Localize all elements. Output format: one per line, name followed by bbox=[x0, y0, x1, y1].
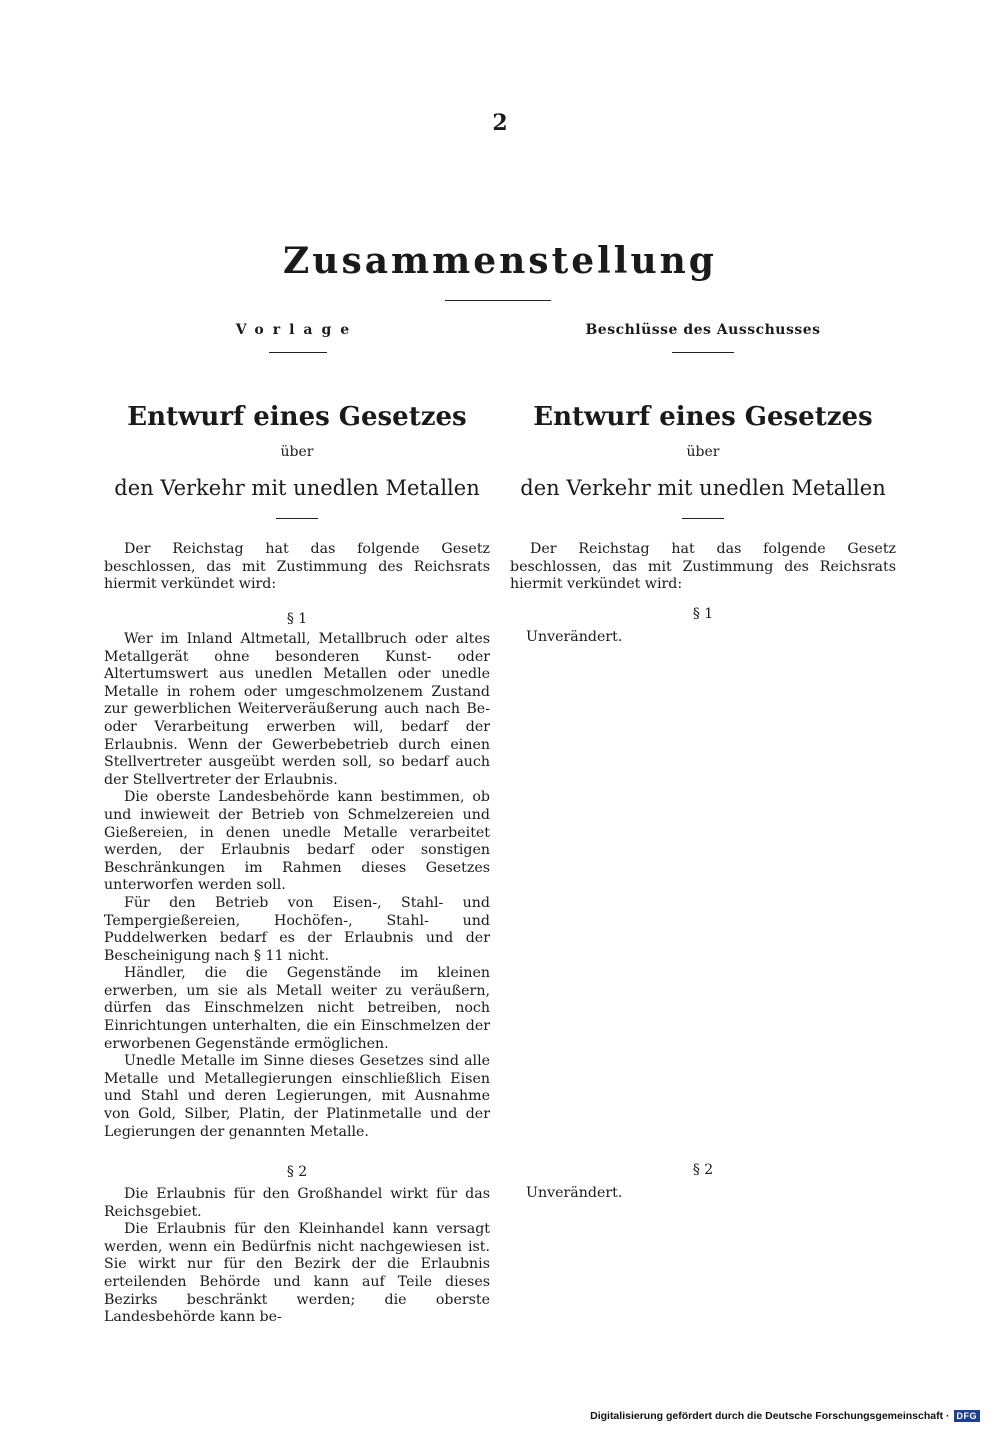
law-subject: den Verkehr mit unedlen Metallen bbox=[114, 476, 480, 500]
right-column-beschluesse bbox=[510, 0, 896, 1434]
footer-text: Digitalisierung gefördert durch die Deutsche Forschungsgemeinschaft · bbox=[590, 1410, 950, 1422]
preamble-text: Der Reichstag hat das folgende Gesetz beschlossen, das mit Zustimmung des Reichsrats hiermit verkündet wird: bbox=[510, 541, 896, 593]
section-1-paragraph: Unedle Metalle im Sinne dieses Gesetzes sind alle Metalle und Metallegierungen einschließlich Eisen und Stahl und deren Legierungen, mit Ausnahme von Gold, Silber, Platin, der Platinmetalle und der Legierungen der genannten Metalle. bbox=[104, 1053, 490, 1140]
column-heading: Beschlüsse des Ausschusses bbox=[585, 322, 821, 338]
section-1-body bbox=[104, 631, 490, 1141]
section-1-mark: § 1 bbox=[286, 611, 308, 627]
section-2-mark: § 2 bbox=[692, 1162, 714, 1178]
page-title: Zusammenstellung bbox=[283, 240, 717, 282]
column-heading-divider bbox=[672, 352, 734, 353]
section-1-mark: § 1 bbox=[692, 606, 714, 622]
preamble-text: Der Reichstag hat das folgende Gesetz beschlossen, das mit Zustimmung des Reichsrats hiermit verkündet wird: bbox=[104, 541, 490, 593]
section-1-paragraph: Wer im Inland Altmetall, Metallbruch oder altes Metallgerät ohne besonderen Kunst- oder Altertumswert aus unedlen Metallen oder unedle Metalle in rohem oder umgeschmolzenem Zustand zur gewerblichen Weiterveräußerung auch nach Be- oder Verarbeitung erwerben will, bedarf der Erlaubnis. Wenn der Gewerbebetrieb durch einen Stellvertreter ausgeübt werden soll, so bedarf auch der Stellvertreter der Erlaubnis. bbox=[104, 631, 490, 788]
preamble bbox=[510, 541, 896, 594]
section-1-paragraph: Die oberste Landesbehörde kann bestimmen, ob und inwieweit der Betrieb von Schmelzereien und Gießereien, in denen unedle Metalle verarbeitet werden, der Erlaubnis bedarf oder sonstigen Beschränkungen im Rahmen dieses Gesetzes unterworfen werden soll. bbox=[104, 789, 490, 894]
left-column-vorlage bbox=[104, 0, 490, 1434]
section-1-paragraph: Händler, die die Gegenstände im kleinen erwerben, um sie als Metall weiter zu veräußern, dürfen das Einschmelzen nicht betreiben, noch Einrichtungen unterhalten, die ein Einschmelzen der erworbenen Gegenstände ermöglichen. bbox=[104, 965, 490, 1052]
law-title: Entwurf eines Gesetzes bbox=[127, 402, 467, 432]
dfg-logo: DFG bbox=[954, 1410, 981, 1422]
section-2-paragraph: Die Erlaubnis für den Kleinhandel kann versagt werden, wenn ein Bedürfnis nicht nachgewiesen ist. Sie wirkt nur für den Bezirk der die Erlaubnis erteilenden Behörde und kann auf Teile dieses Bezirks beschränkt werden; die oberste Landesbehörde kann be- bbox=[104, 1221, 490, 1326]
section-2-mark: § 2 bbox=[286, 1164, 308, 1180]
law-ueber: über bbox=[280, 444, 314, 460]
column-heading-divider bbox=[269, 352, 327, 353]
section-2-body bbox=[104, 1186, 490, 1327]
law-title-divider bbox=[682, 518, 724, 519]
section-2-paragraph: Die Erlaubnis für den Großhandel wirkt für das Reichsgebiet. bbox=[104, 1186, 490, 1220]
law-title-divider bbox=[276, 518, 318, 519]
section-1-paragraph: Für den Betrieb von Eisen-, Stahl- und Tempergießereien, Hochöfen-, Stahl- und Puddelwerken bedarf es der Erlaubnis und der Bescheinigung nach § 11 nicht. bbox=[104, 894, 490, 964]
page-number: 2 bbox=[492, 110, 508, 136]
law-ueber: über bbox=[686, 444, 720, 460]
preamble bbox=[104, 541, 490, 594]
digitization-footer bbox=[590, 1410, 980, 1422]
section-1-unchanged: Unverändert. bbox=[526, 629, 623, 645]
law-title: Entwurf eines Gesetzes bbox=[533, 402, 873, 432]
section-2-unchanged: Unverändert. bbox=[526, 1185, 623, 1201]
column-heading: Vorlage bbox=[235, 322, 359, 338]
law-subject: den Verkehr mit unedlen Metallen bbox=[520, 476, 886, 500]
